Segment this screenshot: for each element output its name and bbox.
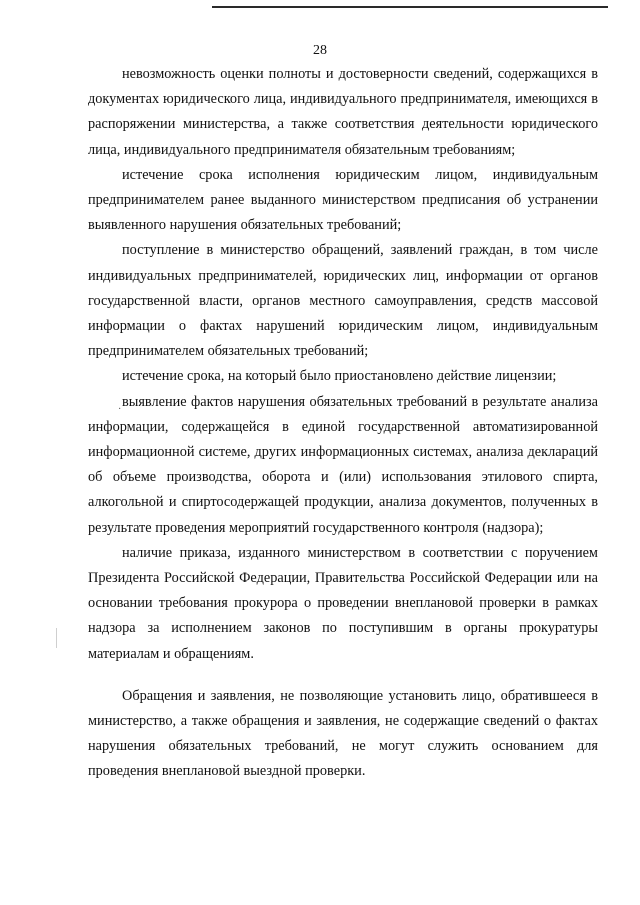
scan-edge-mark: [56, 628, 57, 648]
paragraph: Обращения и заявления, не позволяющие установить лицо, обратившееся в министерство, а также обращения и заявления, не содержащие сведений о фактах нарушения обязательных требований, не могут служить основанием для проведения внеплановой выездной проверки.: [88, 687, 598, 780]
paragraph: наличие приказа, изданного министерством в соответствии с поручением Президента Российской Федерации, Правительства Российской Федерации или на основании требования прокурора о проведении внеплановой проверки в рамках надзора за исполнением законов по поступившим в органы прокуратуры материалам и обращениям.: [88, 544, 598, 662]
paragraph: истечение срока, на который было приостановлено действие лицензии;: [122, 368, 557, 385]
page-number: 28: [313, 43, 327, 58]
paragraph: истечение срока исполнения юридическим лицом, индивидуальным предпринимателем ранее выданного министерством предписания об устранении выявленного нарушения обязательных требований;: [88, 166, 598, 234]
paragraph: выявление фактов нарушения обязательных требований в результате анализа информации, содержащейся в единой государственной автоматизированной информационной системе, других информационных системах, анализа деклараций об объеме производства, оборота и (или) использования этилового спирта, алкогольной и спиртосодержащей продукции, анализа документов, полученных в результате проведения мероприятий государственного контроля (надзора);: [88, 393, 598, 536]
top-rule: [212, 6, 608, 8]
paragraph: поступление в министерство обращений, заявлений граждан, в том числе индивидуальных предпринимателей, юридических лиц, информации от органов государственной власти, органов местного самоуправления, средств массовой информации о фактах нарушений юридическим лицом, индивидуальным предпринимателем обязательных требований;: [88, 242, 598, 360]
body-text: [88, 62, 598, 785]
paragraph: невозможность оценки полноты и достоверности сведений, содержащихся в документах юридического лица, индивидуального предпринимателя, имеющихся в распоряжении министерства, а также соответствия деятельности юридического лица, индивидуального предпринимателя обязательным требованиям;: [88, 66, 598, 158]
margin-dot: ·: [118, 404, 122, 415]
